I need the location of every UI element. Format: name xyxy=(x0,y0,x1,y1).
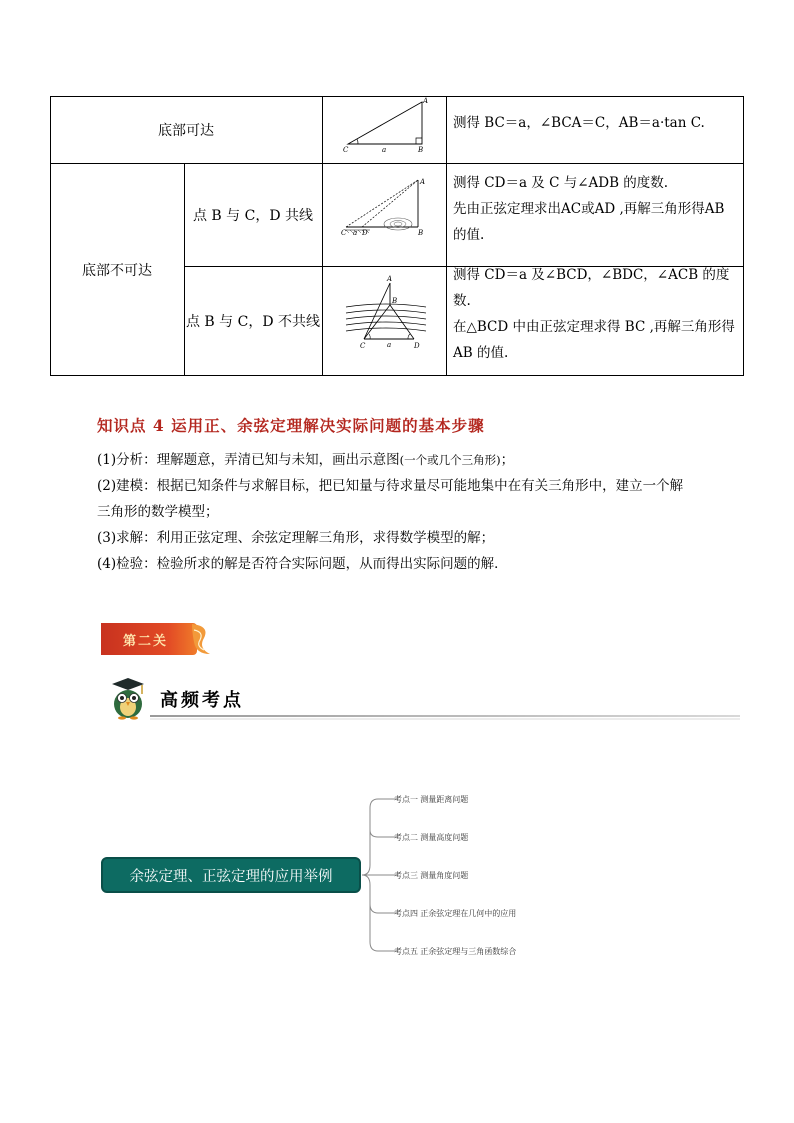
svg-text:A: A xyxy=(420,178,426,186)
section-heading: 高频考点 xyxy=(160,690,244,711)
mindmap-root: 余弦定理、正弦定理的应用举例 xyxy=(101,857,361,893)
step-2-cont: 三角形的数学模型； xyxy=(97,504,219,520)
owl-graduate-icon xyxy=(108,676,148,720)
mindmap-leaf: 考点一 测量距离问题 xyxy=(394,795,469,804)
sub1-label: 点 B 与 C，D 共线 xyxy=(192,207,314,224)
svg-text:B: B xyxy=(418,229,424,237)
svg-text:D: D xyxy=(362,229,368,237)
mindmap-leaf: 考点三 测量角度问题 xyxy=(394,871,469,880)
collinear-figure xyxy=(326,168,442,262)
svg-text:D: D xyxy=(414,342,420,350)
mindmap-leaf: 考点四 正余弦定理在几何中的应用 xyxy=(394,909,517,918)
noncollinear-figure xyxy=(326,271,442,371)
knowledge-title: 知识点 4 运用正、余弦定理解决实际问题的基本步骤 xyxy=(97,416,485,435)
svg-text:a: a xyxy=(353,229,358,237)
label-a: a xyxy=(382,146,387,154)
step-1: (1)分析：理解题意，弄清已知与未知，画出示意图(一个或几个三角形)； xyxy=(97,452,515,468)
steps-list xyxy=(97,450,737,580)
right-triangle-figure xyxy=(326,96,442,163)
mindmap-leaf: 考点五 正余弦定理与三角函数综合 xyxy=(394,947,517,956)
row1-desc: 测得 BC＝a，∠BCA＝C，AB＝a·tan C. xyxy=(453,115,705,131)
step-4: (4)检验：检验所求的解是否符合实际问题，从而得出实际问题的解． xyxy=(97,556,508,572)
svg-text:a: a xyxy=(387,341,392,349)
heading-underline xyxy=(150,715,740,717)
flame-swirl-decoration xyxy=(190,620,216,658)
row1-label: 底部可达 xyxy=(158,122,214,139)
svg-text:C: C xyxy=(341,229,347,237)
step-2: (2)建模：根据已知条件与求解目标，把已知量与待求量尽可能地集中在有关三角形中，建立一个解 xyxy=(97,478,684,494)
svg-text:B: B xyxy=(392,297,398,305)
sub2-label: 点 B 与 C，D 不共线 xyxy=(185,314,321,330)
sub2-desc: 测得 CD＝a 及∠BCD，∠BDC，∠ACB 的度 数. 在△BCD 中由正弦定理求得 BC ,再解三角形得 AB 的值. xyxy=(453,267,735,361)
svg-text:C: C xyxy=(360,342,366,350)
label-B: B xyxy=(418,146,424,154)
level-banner: 第二关 xyxy=(101,623,197,655)
svg-text:A: A xyxy=(387,275,393,283)
row2-label: 底部不可达 xyxy=(82,262,152,279)
label-C: C xyxy=(343,146,349,154)
mindmap-leaf: 考点二 测量高度问题 xyxy=(394,833,469,842)
sub1-desc: 测得 CD＝a 及 C 与∠ADB 的度数. 先由正弦定理求出AC或AD ,再解三角形得AB 的值. xyxy=(453,175,725,243)
label-A: A xyxy=(423,97,429,105)
method-table xyxy=(50,96,744,376)
step-3: (3)求解：利用正弦定理、余弦定理解三角形，求得数学模型的解； xyxy=(97,530,495,546)
